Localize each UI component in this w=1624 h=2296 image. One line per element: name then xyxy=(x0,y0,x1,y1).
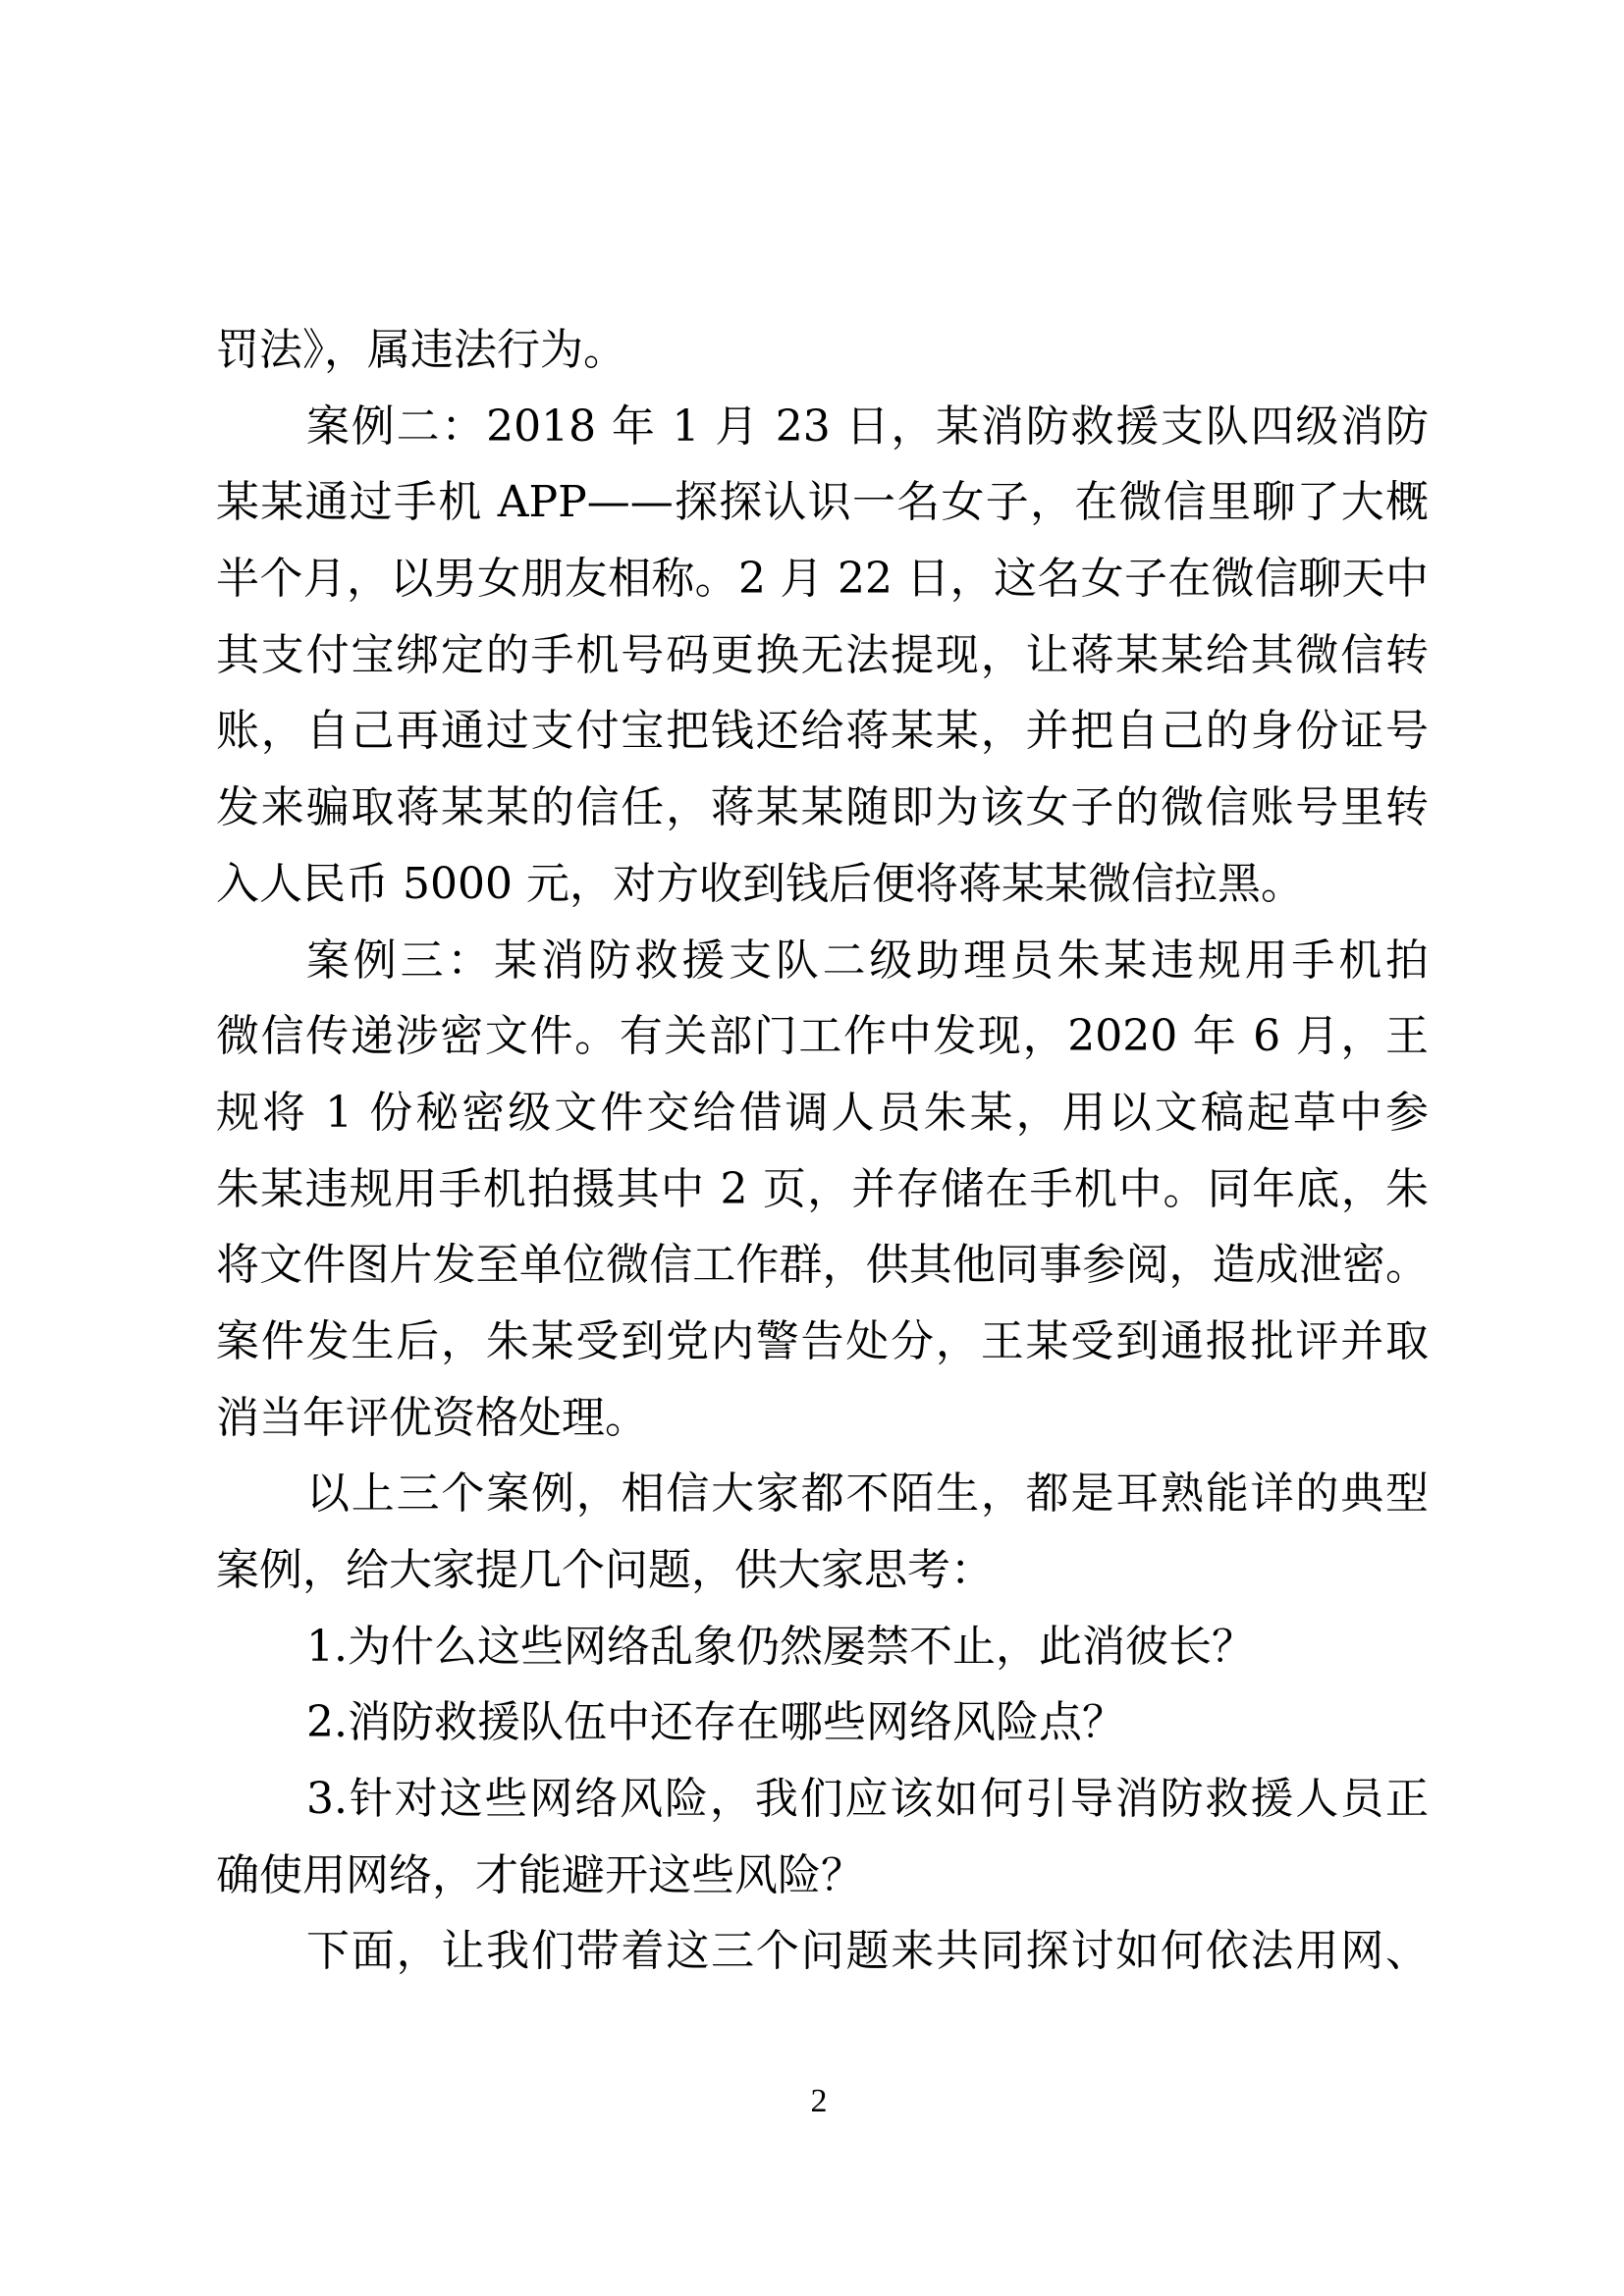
paragraph-line: 下面，让我们带着这三个问题来共同探讨如何依法用网、 xyxy=(306,1926,1429,1977)
paragraph-line: 微信传递涉密文件。有关部门工作中发现，2020 年 6 月，王 xyxy=(216,1011,1429,1062)
paragraph-line: 消当年评优资格处理。 xyxy=(216,1392,648,1443)
paragraph-line: 朱某违规用手机拍摄其中 2 页，并存储在手机中。同年底，朱 xyxy=(216,1163,1429,1214)
paragraph-line: 账，自己再通过支付宝把钱还给蒋某某，并把自己的身份证号 xyxy=(216,706,1429,757)
paragraph-line: 案例二：2018 年 1 月 23 日，某消防救援支队四级消防 xyxy=(306,400,1429,452)
paragraph-line: 发来骗取蒋某某的信任，蒋某某随即为该女子的微信账号里转 xyxy=(216,782,1429,833)
page-number: 2 xyxy=(810,2083,828,2119)
paragraph-line: 半个月，以男女朋友相称。2 月 22 日，这名女子在微信聊天中 xyxy=(216,554,1429,605)
paragraph-line: 案例三：某消防救援支队二级助理员朱某违规用手机拍 xyxy=(306,934,1429,986)
document-body xyxy=(216,312,1429,1990)
paragraph-line: 案件发生后，朱某受到党内警告处分，王某受到通报批评并取 xyxy=(216,1315,1429,1366)
paragraph-line: 以上三个案例，相信大家都不陌生，都是耳熟能详的典型 xyxy=(306,1468,1429,1520)
paragraph-line: 其支付宝绑定的手机号码更换无法提现，让蒋某某给其微信转 xyxy=(216,629,1429,680)
paragraph-line: 入人民币 5000 元，对方收到钱后便将蒋某某微信拉黑。 xyxy=(216,858,1304,909)
paragraph-line: 某某通过手机 APP——探探认识一名女子，在微信里聊了大概 xyxy=(216,477,1429,528)
paragraph-line: 案例，给大家提几个问题，供大家思考： xyxy=(216,1545,994,1595)
paragraph-line: 确使用网络，才能避开这些风险？ xyxy=(216,1849,864,1900)
paragraph-line: 1.为什么这些网络乱象仍然屡禁不止，此消彼长？ xyxy=(306,1621,1255,1672)
paragraph-line: 3.针对这些网络风险，我们应该如何引导消防救援人员正 xyxy=(306,1774,1429,1825)
paragraph-line: 规将 1 份秘密级文件交给借调人员朱某，用以文稿起草中参 xyxy=(216,1087,1429,1138)
paragraph-line: 将文件图片发至单位微信工作群，供其他同事参阅，造成泄密。 xyxy=(216,1240,1429,1291)
paragraph-line: 2.消防救援队伍中还存在哪些网络风险点？ xyxy=(306,1697,1125,1748)
paragraph-line: 罚法》，属违法行为。 xyxy=(216,325,626,375)
